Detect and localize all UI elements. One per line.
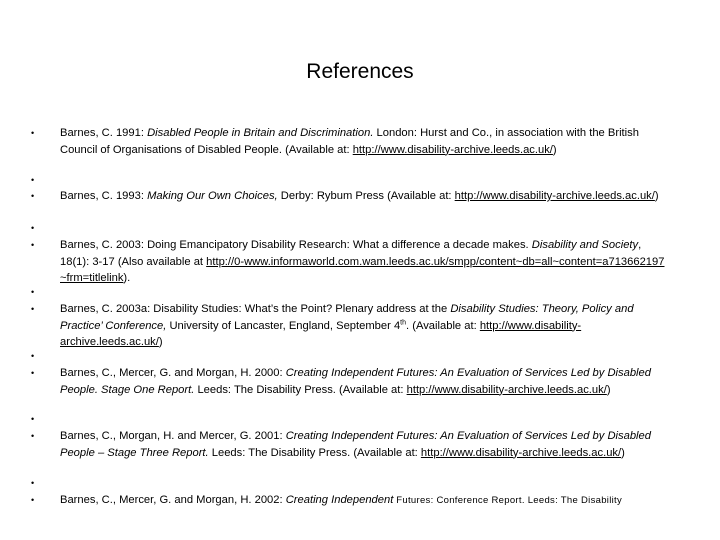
reference-link[interactable]: http://www.disability-archive.leeds.ac.uk/ [420,446,622,459]
bullet: • [31,304,35,314]
reference-link[interactable]: http://www.disability-archive.leeds.ac.uk/ [60,319,582,348]
bullet: • [31,287,35,297]
reference-barnes-2002: Barnes, C., Mercer, G. and Morgan, H. 2002: Creating Independent Futures: Conference Report. Leeds: The Disability [60,494,623,506]
reference-barnes-1991: Barnes, C. 1991: Disabled People in Britain and Discrimination. London: Hurst and Co., in association with the British Council of Organisations of Disabled People. (Available at: http://www.disability-archive.leeds.ac.uk/) [60,127,639,156]
bullet: • [31,368,35,378]
reference-barnes-2003a: Barnes, C. 2003a: Disability Studies: What’s the Point? Plenary address at the Disability Studies: Theory, Policy and Practice’ Conference, University of Lancaster, England, September 4th. (Available at: http://www.disability-archive.leeds.ac.uk/) [60,303,634,348]
bullet: • [31,495,35,505]
reference-link[interactable]: http://0-www.informaworld.com.wam.leeds.ac.uk/smpp/content~db=all~content=a713662197~frm=titlelink [60,255,665,284]
bullet: • [31,478,35,488]
reference-link[interactable]: http://www.disability-archive.leeds.ac.uk/ [352,143,553,156]
bullet: • [31,191,35,201]
page-title: References [306,60,414,83]
bullet: • [31,223,35,233]
reference-link[interactable]: http://www.disability-archive.leeds.ac.uk/ [406,383,607,396]
bullet: • [31,431,35,441]
bullet: • [31,351,35,361]
bullet: • [31,414,35,424]
bullet: • [31,175,35,185]
reference-barnes-2001: Barnes, C., Morgan, H. and Mercer, G. 2001: Creating Independent Futures: An Evaluation of Services Led by Disabled People – Stage Three Report. Leeds: The Disability Press. (Available at: http://www.disability-archive.leeds.ac.uk/) [60,430,651,459]
bullet: • [31,128,35,138]
bullet: • [31,240,35,250]
reference-barnes-2000: Barnes, C., Mercer, G. and Morgan, H. 2000: Creating Independent Futures: An Evaluation of Services Led by Disabled People. Stage One Report. Leeds: The Disability Press. (Available at: http://www.disability-archive.leeds.ac.uk/) [60,367,651,396]
reference-barnes-2003: Barnes, C. 2003: Doing Emancipatory Disability Research: What a difference a decade makes. Disability and Society, 18(1): 3-17 (Also available at http://0-www.informaworld.com.wam.leeds.ac.uk/smpp/content~db=all~content=a713662197~frm=titlelink). [60,239,665,284]
reference-link[interactable]: http://www.disability-archive.leeds.ac.uk/ [454,190,655,202]
reference-barnes-1993: Barnes, C. 1993: Making Our Own Choices, Derby: Rybum Press (Available at: http://www.disability-archive.leeds.ac.uk/) [60,190,659,202]
